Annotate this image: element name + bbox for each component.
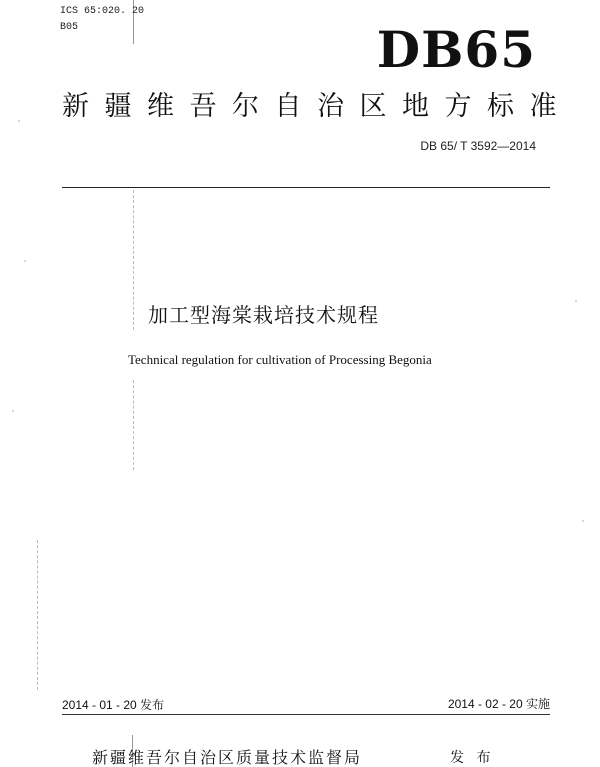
standard-category-heading: 新疆维吾尔自治区地方标准 [62, 91, 572, 122]
scan-speck [575, 300, 577, 302]
ccs-code: B05 [60, 22, 79, 33]
document-title-chinese: 加工型海棠栽培技术规程 [148, 303, 379, 327]
scan-speck [12, 410, 14, 412]
db65-logo: DB65 [376, 20, 536, 79]
footer-divider [62, 714, 550, 715]
publish-label: 发 布 [450, 750, 495, 766]
scan-speck [18, 120, 20, 122]
scan-artifact-line [133, 190, 134, 330]
standard-number: DB 65/ T 3592—2014 [420, 139, 536, 153]
issuing-authority: 新疆维吾尔自治区质量技术监督局 [92, 748, 363, 767]
scan-speck [24, 260, 26, 262]
implementation-date: 2014 - 02 - 20 实施 [447, 697, 550, 711]
scan-artifact-line [37, 540, 38, 690]
document-title-english: Technical regulation for cultivation of Processing Begonia [128, 352, 432, 367]
scan-artifact-line [133, 380, 134, 470]
issue-date: 2014 - 01 - 20 发布 [62, 698, 165, 712]
scan-speck [582, 520, 584, 522]
ics-code: ICS 65:020. 20 [60, 6, 145, 17]
header-divider [62, 187, 550, 188]
